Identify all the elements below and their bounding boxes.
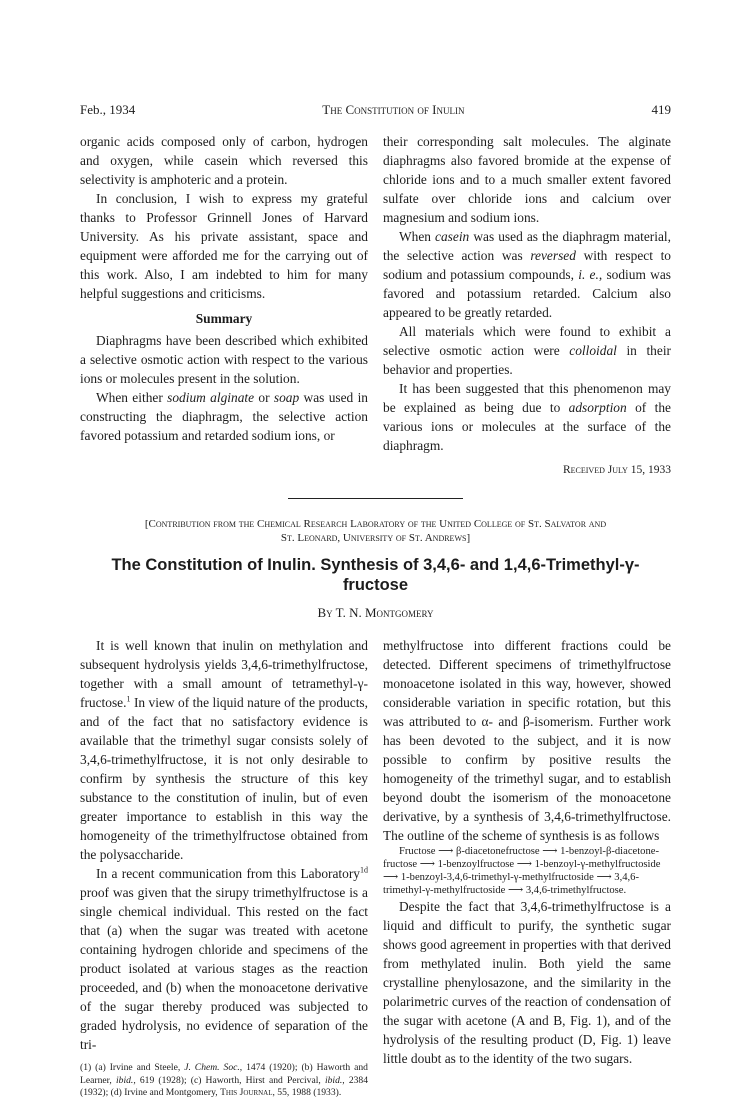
paragraph: organic acids composed only of carbon, hydrogen and oxygen, while casein which reversed this selectivity is amphoteric and a protein. [80, 134, 368, 187]
paragraph: It has been suggested that this phenomenon may be explained as being due to adsorption of the various ions or molecules at the surface of the diaphragm. [383, 381, 671, 453]
paragraph: methylfructose into different fractions could be detected. Different specimens of trimethylfructose monoacetone isolated in this way, however, showed considerable variation in specific rotation, but this was attributed to α- and β-isomerism. Further work has been devoted to the subject, and it is now possible to confirm by positive results the homogeneity of the trimethyl sugar, and to establish beyond doubt the isomerism of the monoacetone derivative, by a synthesis of 3,4,6-trimethylfructose. The outline of the scheme of synthesis is as follows [383, 638, 671, 843]
right-column-body [383, 636, 671, 1100]
paragraph: Diaphragms have been described which exhibited a selective osmotic action with respect to the various ions or molecules present in the solution. [80, 333, 368, 386]
contribution-line-2: St. Leonard, University of St. Andrews] [280, 532, 471, 544]
running-header [80, 100, 671, 122]
summary-heading: Summary [195, 311, 253, 326]
page-number: 419 [651, 102, 671, 117]
synthesis-scheme: Fructose ⟶ β-diacetonefructose ⟶ 1-benzoyl-β-diacetone-fructose ⟶ 1-benzoylfructose ⟶ 1-benzoyl-γ-methylfructoside ⟶ 1-benzoyl-3,4,6-trimethyl-γ-methylfructoside ⟶ 3,4,6-trimethyl-γ-methylfructoside ⟶ 3,4,6-trimethylfructose. [383, 846, 661, 896]
footnote: (1) (a) Irvine and Steele, J. Chem. Soc., 1474 (1920); (b) Haworth and Learner, ibid., 619 (1928); (c) Haworth, Hirst and Percival, ibid., 2384 (1932); (d) Irvine and Montgomery, This Journal, 55, 1988 (1933). [80, 1062, 369, 1098]
paragraph: When casein was used as the diaphragm material, the selective action was reversed with respect to sodium and potassium compounds, i. e., sodium was favored and potassium retarded. Calcium also appeared to be greatly retarded. [383, 229, 671, 320]
paragraph: their corresponding salt molecules. The alginate diaphragms also favored bromide at the expense of chloride ions and to a much smaller extent favored sulfate over chloride ions and calcium over magnesium and sodium ions. [383, 134, 671, 225]
paragraph: Despite the fact that 3,4,6-trimethylfructose is a liquid and difficult to purify, the synthetic sugar shows good agreement in properties with that derived from methylated inulin. Both yield the same crystalline phenylosazone, and the similarity in the polarimetric curves of the reaction of condensation of the sugar with acetone (A and B, Fig. 1), and of the hydrolysis of the resulting product (D, Fig. 1) leave little doubt as to the identity of the two sugars. [383, 899, 671, 1066]
left-column-body [80, 636, 368, 1100]
header-date: Feb., 1934 [80, 102, 136, 117]
previous-article-columns [80, 132, 671, 480]
paragraph: When either sodium alginate or soap was used in constructing the diaphragm, the selective action favored potassium and retarded sodium ions, or [80, 390, 368, 443]
contribution-line-1: [Contribution from the Chemical Research Laboratory of the United College of St. Salvator and [144, 518, 607, 530]
left-column-top [80, 132, 368, 480]
paragraph: In a recent communication from this Laboratory$^{1d}$ proof was given that the sirupy trimethylfructose is a single chemical individual. This rested on the fact that (a) when the sugar was treated with acetone containing hydrogen chloride and specimens of the product isolated at various stages as the reaction proceeded, and (b) when the monoacetone derivative of the sugar thereby produced was subjected to graded hydrolysis, no evidence of separation of the tri- [80, 865, 368, 1052]
article-body-columns [80, 636, 671, 1100]
article-title: The Constitution of Inulin. Synthesis of 3,4,6- and 1,4,6-Trimethyl-γ-fructose [111, 556, 640, 594]
section-divider [288, 498, 463, 499]
paragraph: It is well known that inulin on methylation and subsequent hydrolysis yields 3,4,6-trimethylfructose, together with a small amount of tetramethyl-γ-fructose.$^1$ In view of the liquid nature of the products, and of the fact that no satisfactory evidence is available that the trimethyl sugar consists solely of 3,4,6-trimethylfructose, it is not only desirable to confirm by synthesis the structure of this key substance to the constitution of inulin, but of even greater importance to establish in this way the homogeneity of the trimethylfructose obtained from the polysaccharide. [80, 638, 368, 862]
header-title: The Constitution of Inulin [322, 102, 465, 117]
contribution-note [80, 517, 671, 545]
author-byline: By T. N. Montgomery [317, 605, 434, 620]
right-column-top [383, 132, 671, 480]
paragraph: All materials which were found to exhibit a selective osmotic action were colloidal in their behavior and properties. [383, 324, 671, 377]
received-date: Received July 15, 1933 [562, 464, 671, 476]
paragraph: In conclusion, I wish to express my grateful thanks to Professor Grinnell Jones of Harvard University. As his private assistant, space and equipment were afforded me for the carrying out of this work. Also, I am indebted to him for many helpful suggestions and criticisms. [80, 191, 368, 301]
